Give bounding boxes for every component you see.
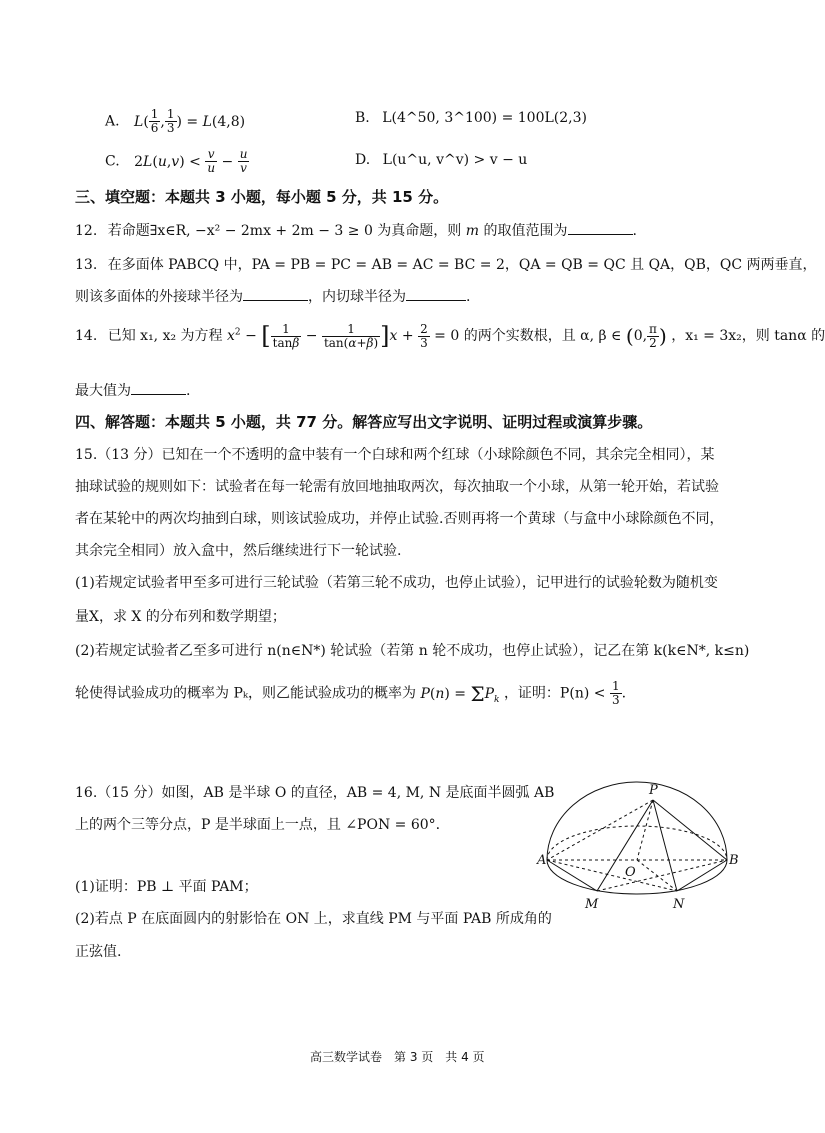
q13-line2-b: ，内切球半径为: [308, 289, 406, 305]
q13-answer-blank-1[interactable]: [243, 299, 308, 301]
q12-answer-blank[interactable]: [568, 233, 633, 235]
q12: [75, 220, 637, 240]
q14-line2: [75, 380, 190, 400]
hemisphere-arc: [547, 782, 727, 860]
option-b-formula: L(4^50, 3^100) = 100L(2,3): [382, 110, 587, 126]
option-b: [355, 110, 587, 126]
q15-part2-line2: 轮使得试验成功的概率为 Pₖ，则乙能试验成功的概率为 $P(n) = \Sigma P_k$ ，证明：P(n) < $\frac{1}{3}$ .: [75, 679, 627, 707]
q12-text-a: 若命题∃x∈R, −x² − 2mx + 2m − 3 ≥ 0 为真命题，则: [107, 223, 462, 239]
q13-line1: [75, 254, 817, 274]
q12-end: .: [632, 223, 637, 239]
q13-end: .: [466, 289, 471, 305]
q15-part1-line2: 量X，求 X 的分布列和数学期望；: [75, 609, 286, 625]
edge-am: [547, 860, 597, 891]
edge-mb: [597, 860, 727, 891]
q14-interval: (0, $\frac{\pi}{2}$ ): [625, 321, 667, 350]
q15-part2-line2-a: 轮使得试验成功的概率为 Pₖ，则乙能试验成功的概率为: [75, 685, 416, 702]
q12-text-b: 的取值范围为: [483, 223, 568, 239]
option-c: [105, 148, 249, 175]
q15-part2-line1: (2)若规定试验者乙至多可进行 n(n∈N*) 轮试验（若第 n 轮不成功，也停止试验），记乙在第 k(k∈N*, k≤n): [75, 643, 750, 659]
q15-line2: 抽球试验的规则如下：试验者在每一轮需有放回地抽取两次，每次抽取一个小球，从第一轮开始，若试验: [75, 479, 719, 495]
q15-one-third: $\frac{1}{3}$: [611, 679, 620, 707]
hemisphere-figure: [537, 780, 737, 920]
q14-line1: [75, 322, 825, 350]
label-m: M: [585, 897, 599, 912]
q14-text-b: 的两个实数根，且 α, β ∈: [463, 328, 622, 344]
label-a: A: [537, 853, 547, 868]
edge-nb: [677, 860, 727, 891]
edge-on: [637, 860, 677, 891]
q13-line1-text: 在多面体 PABCQ 中，PA = PB = PC = AB = AC = BC = 2，QA = QB = QC 且 QA，QB，QC 两两垂直，: [107, 257, 817, 273]
q16-part2-line1: (2)若点 P 在底面圆内的射影恰在 ON 上，求直线 PM 与平面 PAB 所成角的: [75, 911, 552, 927]
option-b-label: B.: [355, 110, 370, 126]
q13-number: 13.: [75, 257, 98, 273]
q13-line2-a: 则该多面体的外接球半径为: [75, 289, 243, 305]
q12-var: m: [465, 223, 480, 239]
edge-po: [637, 800, 653, 860]
q14-equation: $x^2$ − [ $\frac{1}{\tan\beta}$ − $\frac{1}{\tan(\alpha+\beta)}$ ]x + $\frac{2}{3}$ = 0: [227, 321, 464, 350]
section4-heading: 四、解答题：本题共 5 小题，共 77 分。解答应写出文字说明、证明过程或演算步骤。: [75, 413, 653, 431]
q13-answer-blank-2[interactable]: [406, 299, 466, 301]
q14-text-a: 已知 x₁, x₂ 为方程: [107, 328, 223, 344]
q16-part1: (1)证明：PB ⊥ 平面 PAM；: [75, 879, 258, 895]
option-d-label: D.: [355, 152, 371, 168]
q16-line1: 16.（15 分）如图，AB 是半球 O 的直径，AB = 4, M, N 是底面半圆弧 AB: [75, 785, 555, 801]
option-a-label: A.: [105, 113, 120, 130]
option-a: [105, 108, 245, 135]
section3-heading: 三、填空题：本题共 3 小题，每小题 5 分，共 15 分。: [75, 188, 449, 206]
q14-line2-text: 最大值为: [75, 383, 131, 399]
edge-pn: [653, 800, 677, 891]
q14-number: 14.: [75, 328, 98, 344]
label-b: B: [729, 853, 739, 868]
label-o: O: [625, 865, 636, 880]
q14-end: .: [186, 383, 191, 399]
q16-part2-line2: 正弦值.: [75, 944, 122, 960]
q15-part1-line1: (1)若规定试验者甲至多可进行三轮试验（若第三轮不成功，也停止试验），记甲进行的试验轮数为随机变: [75, 575, 718, 591]
option-a-formula: L( $\frac{1}{6}$ , $\frac{1}{3}$ ) = L(4,8): [134, 107, 246, 135]
q15-sum-formula: $P(n) = \Sigma P_k$: [420, 681, 500, 706]
option-c-formula: 2L(u,v) < $\frac{v}{u}$ − $\frac{u}{v}$: [134, 147, 248, 175]
label-n: N: [673, 897, 685, 912]
option-d-formula: L(u^u, v^v) > v − u: [382, 152, 528, 168]
q16-line2: 上的两个三等分点，P 是半球面上一点，且 ∠PON = 60°.: [75, 817, 441, 833]
option-d: [355, 152, 527, 168]
page-footer: 高三数学试卷 第 3 页 共 4 页: [310, 1050, 485, 1064]
q15-line1: 15.（13 分）已知在一个不透明的盒中装有一个白球和两个红球（小球除颜色不同，其余完全相同），某: [75, 447, 715, 463]
option-c-label: C.: [105, 153, 120, 170]
q15-line4: 其余完全相同）放入盒中，然后继续进行下一轮试验.: [75, 543, 402, 559]
q13-line2: [75, 286, 470, 306]
q14-text-c: ，x₁ = 3x₂，则 tanα 的: [671, 328, 825, 344]
q15-line3: 者在某轮中的两次均抽到白球，则该试验成功，并停止试验.否则再将一个黄球（与盒中小球除颜色不同，: [75, 511, 724, 527]
label-p: P: [649, 783, 658, 798]
base-back-arc: [547, 826, 727, 860]
edge-pb: [653, 800, 727, 860]
q15-part2-line2-b: ，证明：P(n) <: [503, 685, 606, 702]
q14-answer-blank[interactable]: [131, 393, 186, 395]
edge-pa: [547, 800, 653, 860]
q12-number: 12.: [75, 223, 98, 239]
